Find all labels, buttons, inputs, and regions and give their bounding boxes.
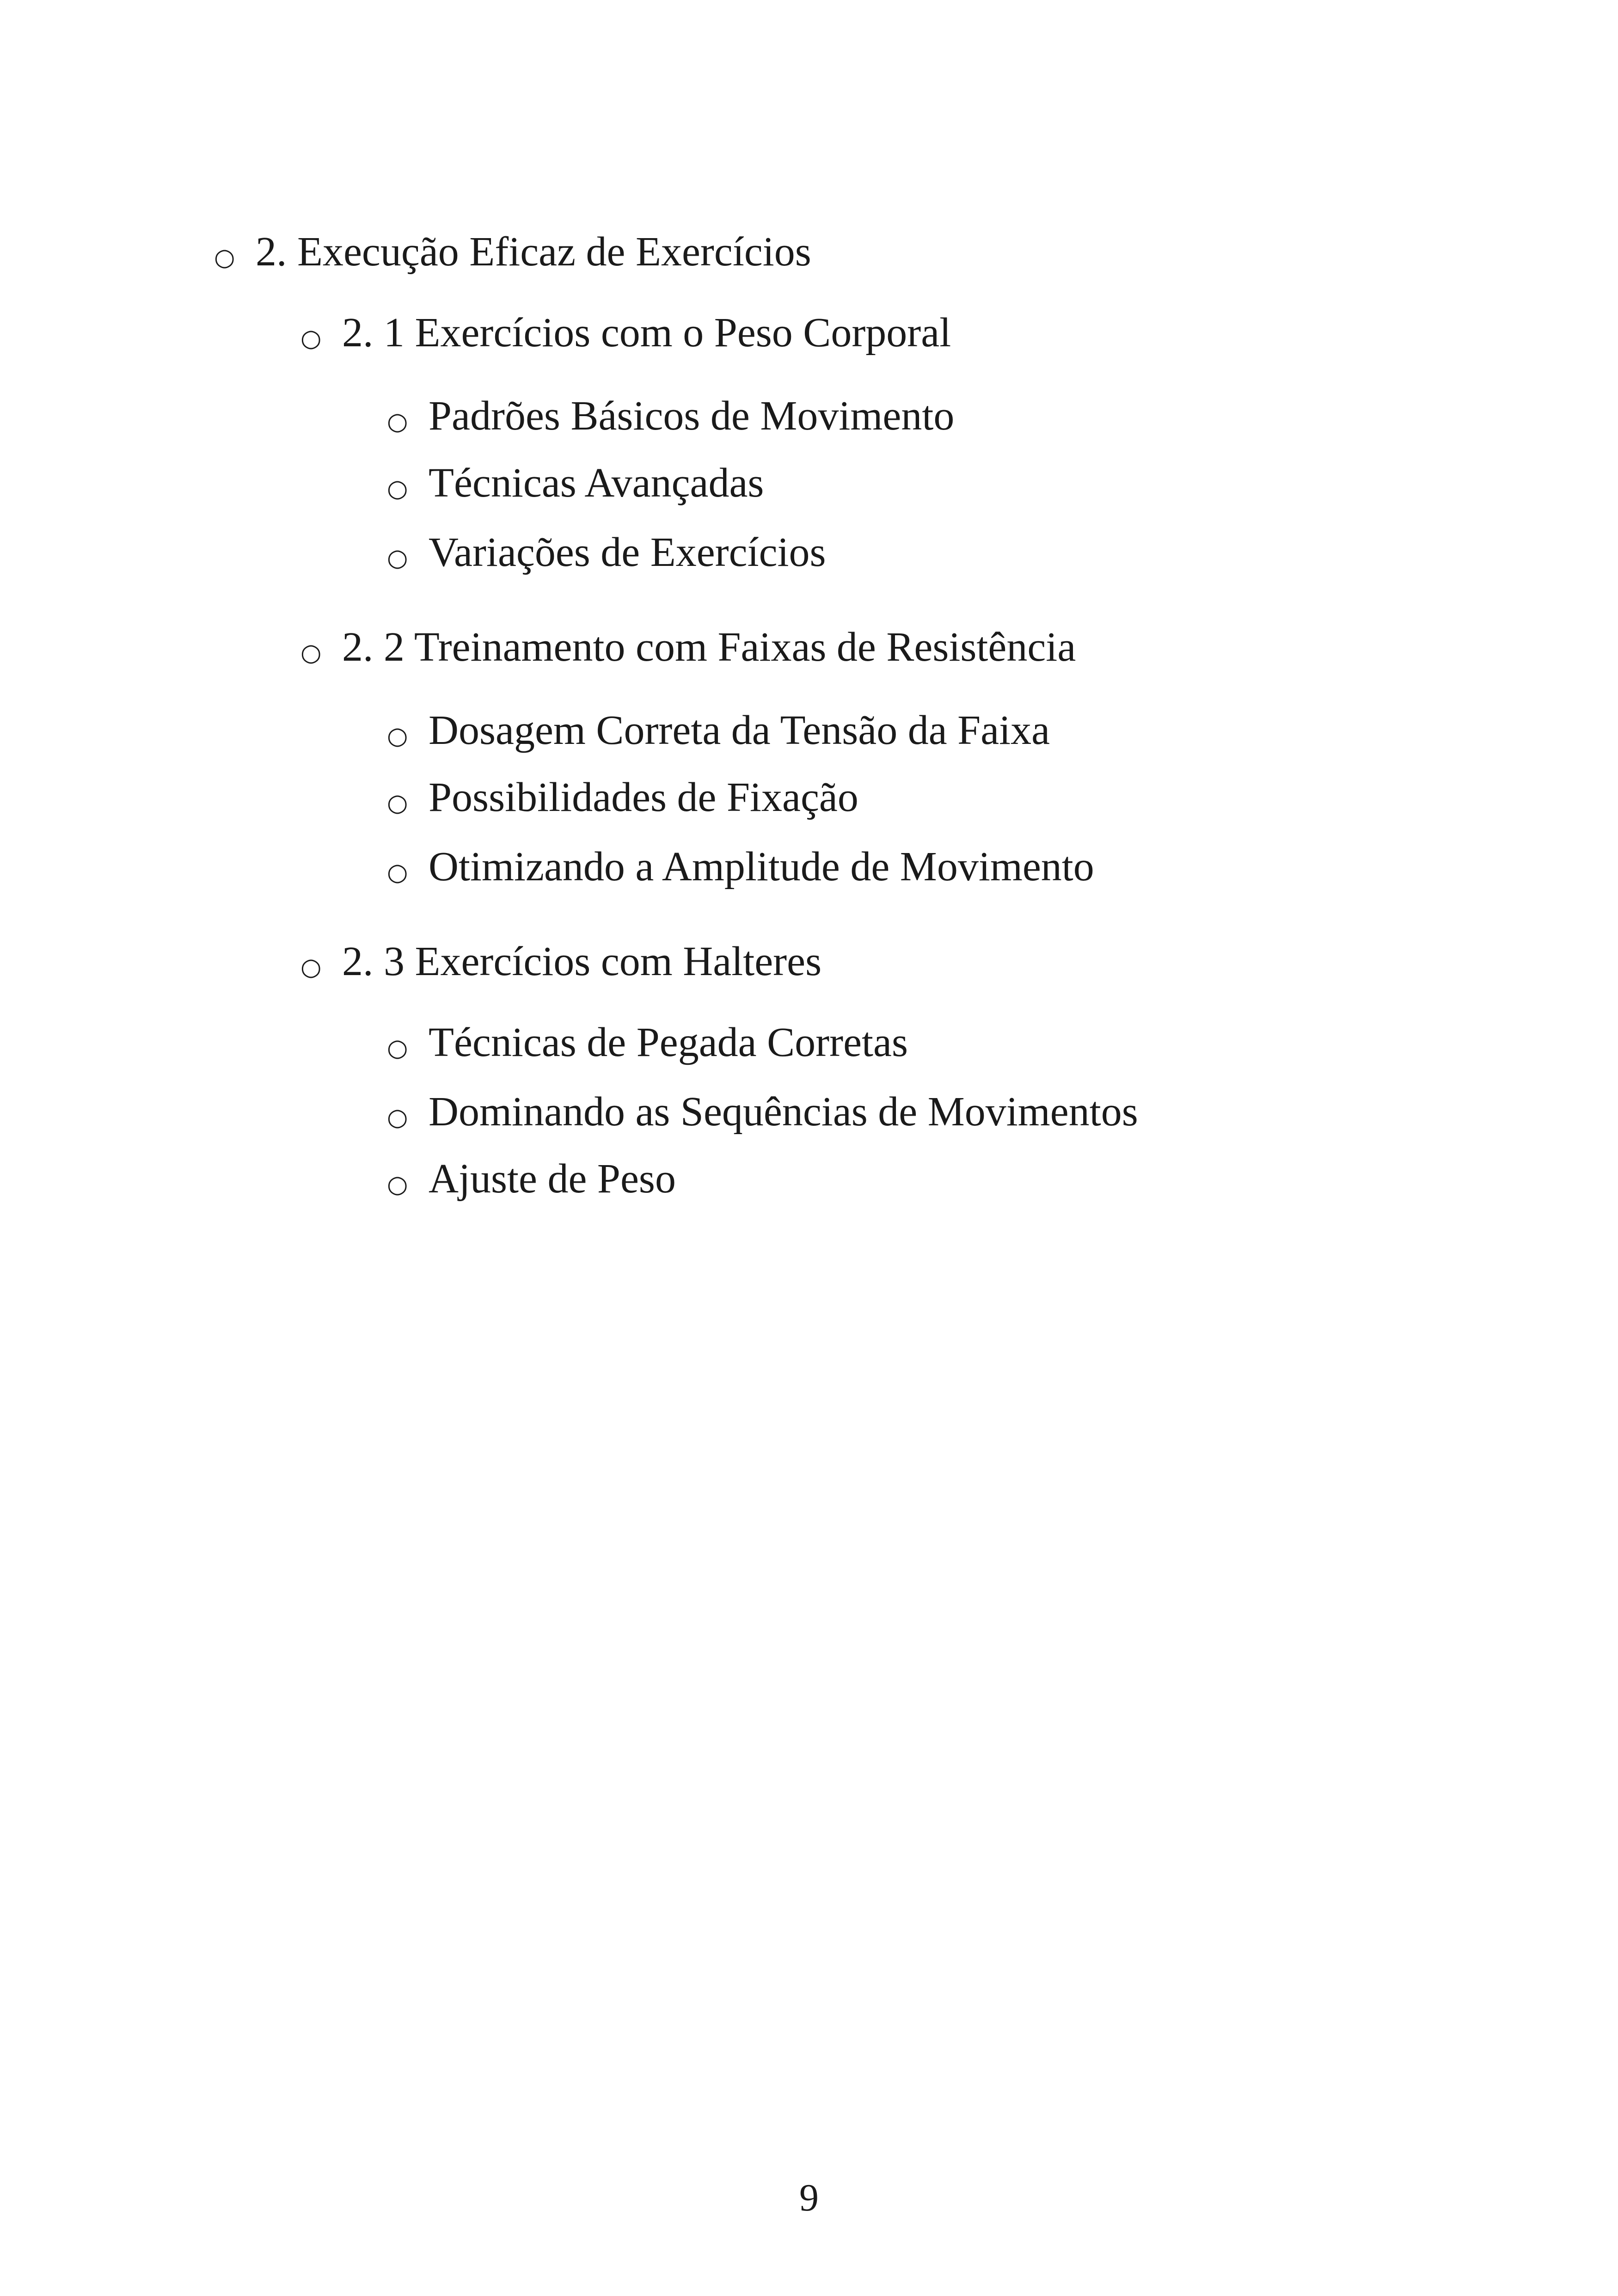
hollow-bullet-icon: ○	[387, 1104, 408, 1131]
outline-item	[387, 462, 764, 504]
page-number: 9	[799, 2176, 819, 2219]
item-label: Possibilidades de Fixação	[429, 774, 858, 820]
hollow-bullet-icon: ○	[214, 244, 235, 271]
outline-item	[387, 1091, 1138, 1133]
hollow-bullet-icon: ○	[387, 859, 408, 886]
hollow-bullet-icon: ○	[387, 722, 408, 750]
subsection-title: 2. 3 Exercícios com Halteres	[342, 939, 822, 984]
item-label: Ajuste de Peso	[429, 1156, 676, 1202]
hollow-bullet-icon: ○	[387, 789, 408, 817]
outline-item	[387, 1019, 908, 1065]
hollow-bullet-icon: ○	[387, 1034, 408, 1062]
hollow-bullet-icon: ○	[387, 544, 408, 572]
hollow-bullet-icon: ○	[300, 953, 322, 981]
hollow-bullet-icon: ○	[387, 1171, 408, 1198]
hollow-bullet-icon: ○	[387, 475, 408, 503]
outline-subsection	[300, 312, 951, 354]
item-label: Dosagem Correta da Tensão da Faixa	[429, 707, 1050, 753]
item-label: Técnicas Avançadas	[429, 460, 764, 506]
outline-item	[387, 529, 826, 575]
item-label: Padrões Básicos de Movimento	[429, 393, 955, 439]
outline-item	[387, 395, 954, 437]
item-label: Dominando as Sequências de Movimentos	[429, 1089, 1138, 1135]
hollow-bullet-icon: ○	[387, 408, 408, 436]
subsection-title: 2. 2 Treinamento com Faixas de Resistência	[342, 624, 1076, 670]
hollow-bullet-icon: ○	[300, 325, 322, 352]
outline-section	[214, 231, 811, 273]
subsection-title: 2. 1 Exercícios com o Peso Corporal	[342, 310, 951, 356]
outline-item	[387, 774, 858, 820]
outline-item	[387, 846, 1094, 888]
section-title: 2. Execução Eficaz de Exercícios	[256, 229, 811, 275]
outline-item	[387, 707, 1050, 753]
item-label: Variações de Exercícios	[429, 529, 826, 575]
outline-subsection	[300, 941, 821, 982]
hollow-bullet-icon: ○	[300, 639, 322, 667]
outline-subsection	[300, 626, 1076, 668]
item-label: Otimizando a Amplitude de Movimento	[429, 844, 1094, 890]
outline-item	[387, 1158, 676, 1200]
item-label: Técnicas de Pegada Corretas	[429, 1019, 908, 1065]
